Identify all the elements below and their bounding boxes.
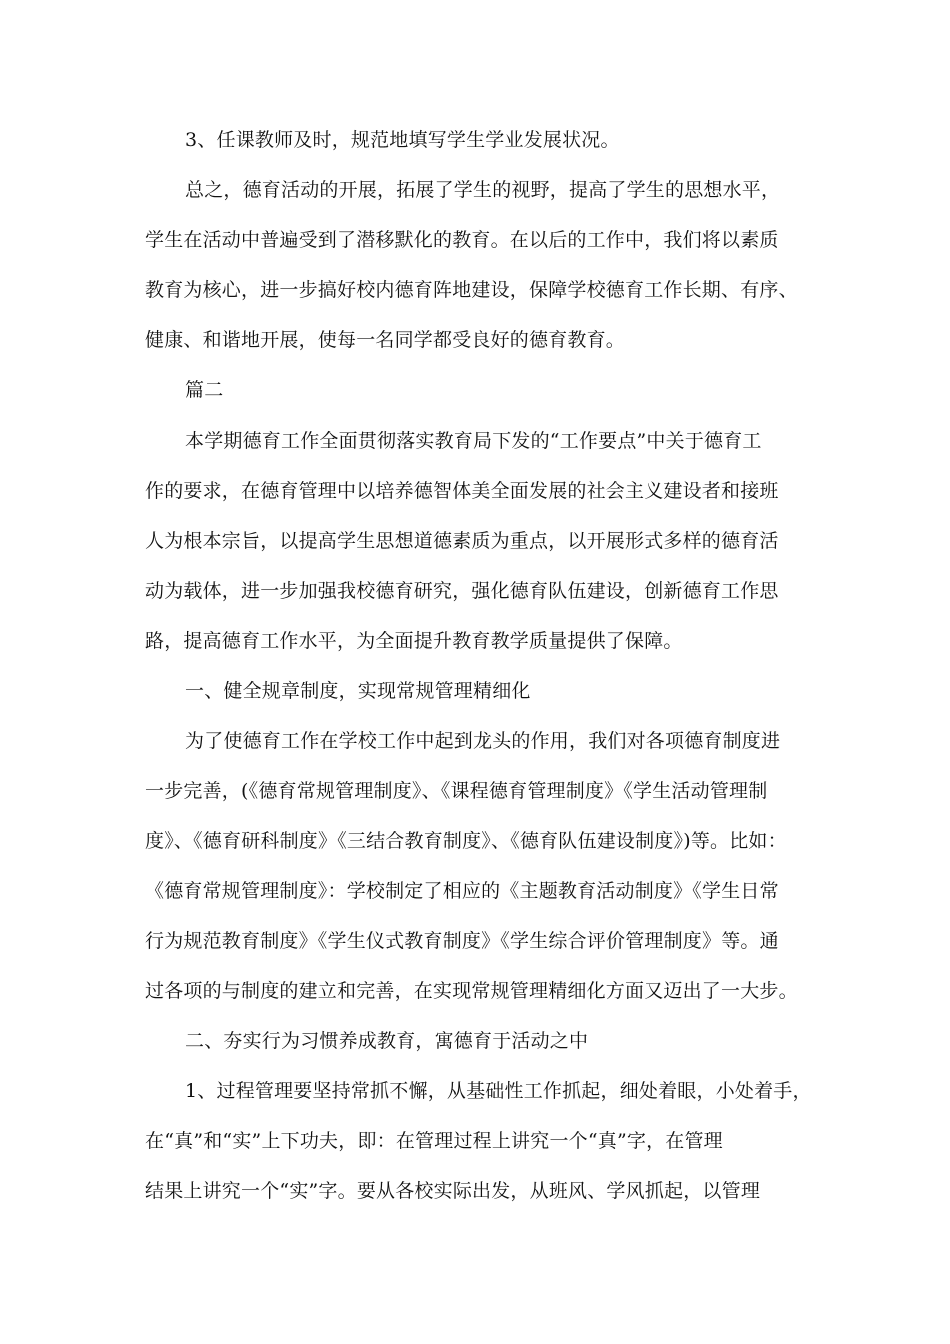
paragraph-line: 一步完善，(《德育常规管理制度》、《课程德育管理制度》《学生活动管理制 [145,780,768,802]
paragraph-line: 健康、和谐地开展，使每一名同学都受良好的德育教育。 [145,329,626,351]
paragraph-line: 度》、《德育研科制度》《三结合教育制度》、《德育队伍建设制度》)等。比如： [145,830,787,852]
paragraph-line: 本学期德育工作全面贯彻落实教育局下发的“工作要点”中关于德育工 [185,430,762,452]
paragraph-line: 路，提高德育工作水平，为全面提升教育教学质量提供了保障。 [145,630,683,652]
paragraph-line: 动为载体，进一步加强我校德育研究，强化德育队伍建设，创新德育工作思 [145,580,779,602]
paragraph-line: 教育为核心，进一步搞好校内德育阵地建设，保障学校德育工作长期、有序、 [145,279,798,301]
section-heading: 篇二 [185,379,224,401]
paragraph-line: 3、任课教师及时，规范地填写学生学业发展状况。 [185,129,620,151]
section-heading: 一、健全规章制度，实现常规管理精细化 [185,680,531,702]
paragraph-line: 总之，德育活动的开展，拓展了学生的视野，提高了学生的思想水平， [185,179,781,201]
section-heading: 二、夯实行为习惯养成教育，寓德育于活动之中 [185,1030,589,1052]
paragraph-line: 结果上讲究一个“实”字。要从各校实际出发，从班风、学风抓起，以管理 [145,1180,761,1202]
paragraph-line: 过各项的与制度的建立和完善，在实现常规管理精细化方面又迈出了一大步。 [145,980,798,1002]
paragraph-line: 《德育常规管理制度》：学校制定了相应的《主题教育活动制度》《学生日常 [145,880,779,902]
paragraph-line: 行为规范教育制度》《学生仪式教育制度》《学生综合评价管理制度》等。通 [145,930,779,952]
paragraph-line: 1、过程管理要坚持常抓不懈，从基础性工作抓起，细处着眼，小处着手， [185,1080,812,1102]
paragraph-line: 在“真”和“实”上下功夫，即：在管理过程上讲究一个“真”字，在管理 [145,1130,723,1152]
paragraph-line: 作的要求，在德育管理中以培养德智体美全面发展的社会主义建设者和接班 [145,480,779,502]
paragraph-line: 人为根本宗旨，以提高学生思想道德素质为重点，以开展形式多样的德育活 [145,530,779,552]
paragraph-line: 为了使德育工作在学校工作中起到龙头的作用，我们对各项德育制度进 [185,730,781,752]
paragraph-line: 学生在活动中普遍受到了潜移默化的教育。在以后的工作中，我们将以素质 [145,229,779,251]
